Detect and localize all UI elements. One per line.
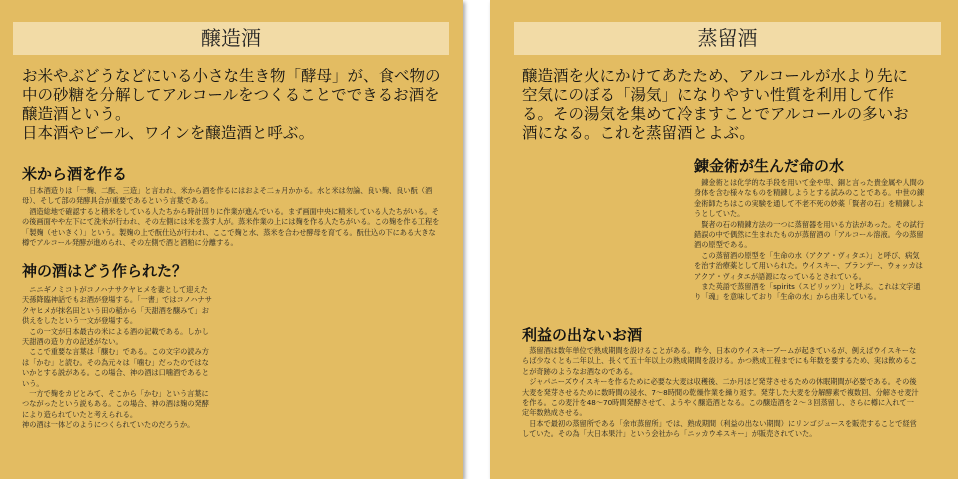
left-panel-jozoshu (0, 0, 463, 479)
intro-text: お米やぶどうなどにいる小さな生き物「酵母」が、食べ物の中の砂糖を分解してアルコールをつくることでできるお酒を醸造酒という。 日本酒やビール、ワインを醸造酒と呼ぶ。 (22, 67, 441, 142)
section-heading: 神の酒はどう作られた？ (22, 262, 188, 280)
section-body: 蒸留酒は数年単位で熟成期間を設けることがある。昨今、日本のウイスキーブームが起きているが、例えばウイスキーならば少なくとも二年以上、長くて五十年以上の熟成期間を設ける。かつ熟成工程までにも年数を要するため、実は飲めることが奇跡のようなお酒なのである。 ジャパニーズウイスキーを作るために必要な大麦は収穫後、二か月ほど発芽させるための休眠期間が必要である。その後大麦を発芽させるために数時間の浸水、7～8時間の乾燥作業を繰り返す。発芽した大麦を分解酵素で複数回、分解させ麦汁を作る。この麦汁を48～70時間発酵させて、ようやく醸造酒となる。この醸造酒を２～３回蒸留し、さらに樽に入れて一定年数熟成させる。 日本で最初の蒸留所である「余市蒸留所」では、熟成期間（利益の出ない期間）にリンゴジュースを販売することで経営していた。その為「大日本果汁」という会社から「ニッカウヰスキー」が販売されていた。 (522, 346, 919, 439)
intro-text: 醸造酒を火にかけてあたため、アルコールが水より先に空気にのぼる「湯気」になりやすい性質を利用して作る。その湯気を集めて冷ますことでアルコールの多いお酒になる。これを蒸留酒とよぶ。 (522, 67, 909, 142)
panel-title: 醸造酒 (13, 22, 449, 55)
section-heading: 米から酒を作る (22, 165, 128, 183)
section-heading: 錬金術が生んだ命の水 (694, 157, 845, 175)
section-body: 日本酒造りは「一麹、二酛、三造」と言われ、米から酒を作るにはおよそ二ヵ月かかる。水と米は勿論、良い麹、良い酛（酒母）、そして部の発酵具合が重要であるという言葉である。 酒造総地で確認すると積米をしている人たちから時計回りに作業が進んでいる。まず画面中央に精米している人たちがいる。その後画面やや左下にて洗米が行われ、その左側には米を蒸す人が。蒸米作業の上には麹を作る人たちがいる。この麹を作る工程を「製麹（せいきく）」という。製麹の上で酛仕込が行われ、ここで麹と水、蒸米を合わせ酵母を育てる。酛仕込の下にある大きな樽でアルコール発酵が進められ、その左側で酒と酒粕に分離する。 (22, 186, 440, 248)
section-heading: 利益の出ないお酒 (522, 326, 643, 344)
panel-title: 蒸留酒 (514, 22, 941, 55)
right-panel-joryushu (490, 0, 958, 479)
section-body: ニニギノミコトがコノハナサクヤヒメを妻として迎えた天孫降臨神話でもお酒が登場する。「一書」ではコノハナサクヤヒメが抹名田という田の稲から「天甜酒を醸みて」お供えをしたという一文が登場する。 この一文が日本最古の米による酒の記載である。しかし天甜酒の造り方の記述がない。 ここで重要な言葉は「醸む」である。この文字の読み方は「かむ」と読む。その為元々は「噛む」だったのではないかとする説がある。この場合、神の酒は口噛酒であるという。 一方で麹をカビとみて、そこから「かむ」という言葉につながったという説もある。この場合、神の酒は麹の発酵により造られていたと考えられる。 神の酒は一体どのようにつくられていたのだろうか。 (22, 285, 212, 430)
section-body: 錬金術とは化学的な手段を用いて金や卑、銅と言った貴金属や人間の身体を含む様々なものを精錬しようとする試みのことである。中世の錬金術師たちはこの実験を通して不老不死の妙薬「賢者の石」を精錬しようとしていた。 賢者の石の精錬方法の一つに蒸留器を用いる方法があった。その試行錯誤の中で偶然に生まれたものが蒸留酒の「アルコール溶液。今の蒸留酒の原型である。 この蒸留酒の原型を「生命の水（アクア・ヴィタエ）」と呼び、病気を治す治療薬として用いられた。ウイスキー、ブランデー、ウォッカはアクア・ヴィタエが語源になっているとされている。 また英語で蒸留酒を「spirits（スピリッツ）」と呼ぶ。これは文字通り「魂」を意味しており「生命の水」から由来している。 (694, 178, 925, 302)
